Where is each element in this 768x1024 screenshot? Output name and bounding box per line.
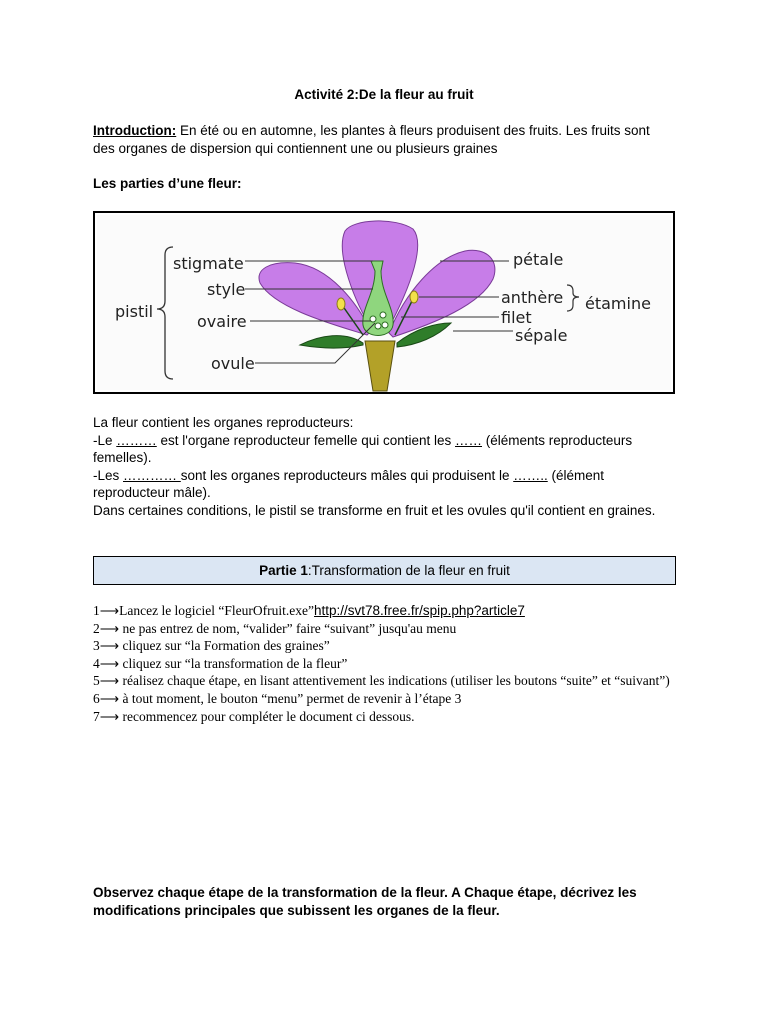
organs-line-2-c: (éléments reproducteurs femelles). (93, 432, 633, 466)
introduction-label: Introduction: (93, 123, 177, 138)
step-7: 7⟶ recommencez pour compléter le document ci dessous. (93, 708, 415, 724)
step-6: 6⟶ à tout moment, le bouton “menu” permet de revenir à l’étape 3 (93, 690, 462, 706)
flower-diagram (93, 211, 675, 394)
organs-line-1: La fleur contient les organes reproducteurs: (93, 415, 354, 430)
step-1-text: 1⟶Lancez le logiciel “FleurOfruit.exe” (93, 603, 315, 618)
blank-male-element: …….. (513, 467, 548, 483)
organs-line-3-c: (élément reproducteur mâle). (93, 467, 605, 501)
label-sepale: sépale (515, 326, 568, 345)
blank-female-elements: …… (455, 432, 483, 448)
organs-line-2-b: est l'organe reproducteur femelle qui contient les (156, 432, 456, 448)
organs-line-3-a: -Les (93, 467, 124, 483)
step-1 (93, 602, 673, 620)
part-1-heading (93, 556, 676, 585)
label-style: style (207, 280, 246, 299)
organs-line-4: Dans certaines conditions, le pistil se transforme en fruit et les ovules qu'il contient en graines. (93, 502, 656, 518)
part-1-bold: Partie 1 (259, 563, 308, 578)
label-ovaire: ovaire (197, 312, 247, 331)
steps-list (93, 602, 673, 725)
anther-left (337, 298, 345, 310)
label-ovule: ovule (211, 354, 255, 373)
software-link[interactable]: http://svt78.free.fr/spip.php?article7 (314, 603, 525, 618)
step-2: 2⟶ ne pas entrez de nom, “valider” faire “suivant” jusqu'au menu (93, 620, 457, 636)
anther-right (410, 291, 418, 303)
label-filet: filet (501, 308, 532, 327)
label-stigmate: stigmate (173, 254, 244, 273)
parts-heading: Les parties d’une fleur: (93, 176, 242, 191)
step-4: 4⟶ cliquez sur “la transformation de la fleur” (93, 655, 348, 671)
label-etamine: étamine (585, 294, 651, 313)
introduction-text: En été ou en automne, les plantes à fleurs produisent des fruits. Les fruits sont des organes de dispersion qui contiennent une ou plusieurs graines (93, 123, 650, 156)
flower-diagram-svg (95, 213, 673, 392)
organs-line-3 (93, 467, 683, 502)
organs-line-2 (93, 432, 683, 467)
organs-paragraph (93, 414, 683, 520)
page-title: Activité 2:De la fleur au fruit (294, 87, 474, 102)
label-anthere: anthère (501, 288, 564, 307)
organs-line-3-b: sont les organes reproducteurs mâles qui produisent le (180, 467, 514, 483)
blank-male-organs: ………… (123, 467, 181, 483)
label-petale: pétale (513, 250, 564, 269)
label-pistil: pistil (115, 302, 154, 321)
observe-instruction: Observez chaque étape de la transformation de la fleur. A Chaque étape, décrivez les modifications principales que subissent les organes de la fleur. (93, 885, 637, 918)
introduction-paragraph (93, 122, 673, 158)
organs-line-2-a: -Le (93, 432, 117, 448)
blank-female-organ: ……… (116, 432, 157, 448)
step-5: 5⟶ réalisez chaque étape, en lisant attentivement les indications (utiliser les boutons “suite” et “suivant”) (93, 673, 670, 689)
step-3: 3⟶ cliquez sur “la Formation des graines” (93, 638, 330, 654)
part-1-text: :Transformation de la fleur en fruit (307, 563, 510, 578)
